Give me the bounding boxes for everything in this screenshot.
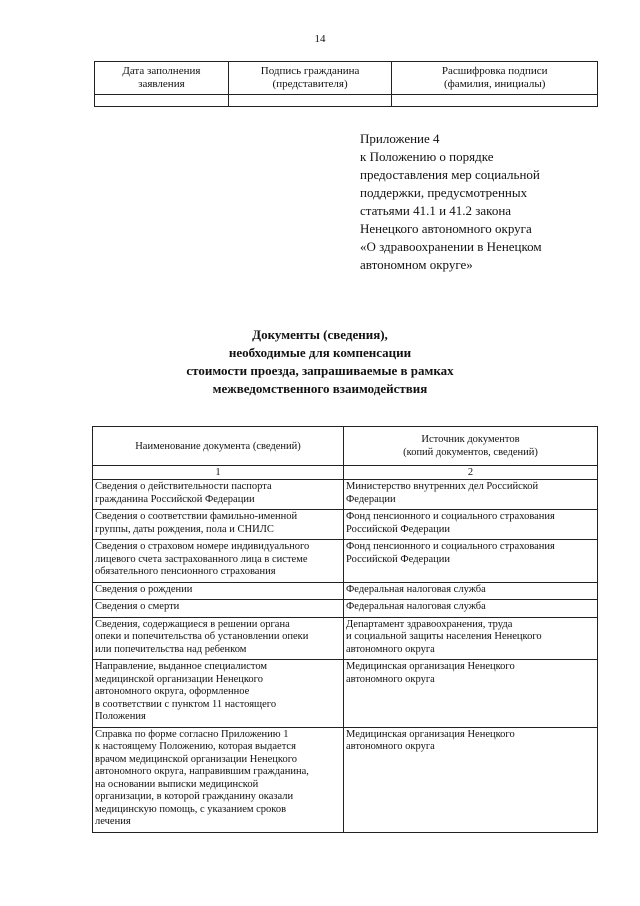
document-title — [0, 326, 640, 398]
signature-sign-cell — [228, 95, 392, 107]
document-name-line: автономного округа, направившим гражданина, — [95, 766, 309, 777]
document-source-line: автономного округа — [346, 741, 435, 752]
appendix-heading — [360, 130, 600, 274]
table-row — [93, 510, 598, 540]
document-name-line: лицевого счета застрахованного лица в системе — [95, 553, 308, 565]
document-source-line: Фонд пенсионного и социального страхования — [346, 541, 555, 552]
document-source-line: Медицинская организация Ненецкого — [346, 661, 515, 672]
document-source-line: Федеральная налоговая служба — [346, 601, 486, 612]
document-source-header-line: Источник документов — [421, 434, 520, 445]
signature-decode-header-line: (фамилия, инициалы) — [444, 78, 546, 90]
document-name-cell — [93, 540, 344, 583]
document-name-line: Сведения о соответствии фамильно-именной — [95, 511, 298, 522]
signature-decode-header-line: Расшифровка подписи — [441, 65, 548, 77]
appendix-line: к Положению о порядке — [360, 149, 494, 164]
document-name-line: Направление, выданное специалистом — [95, 661, 268, 672]
document-source-cell — [344, 660, 598, 728]
table-row — [93, 617, 598, 660]
document-name-line: лечения — [95, 816, 131, 827]
document-name-line: обязательного пенсионного страхования — [95, 566, 276, 577]
document-name-line: Положения — [95, 711, 146, 722]
document-name-line: Сведения о действительности паспорта — [95, 481, 272, 492]
document-source-cell — [344, 540, 598, 583]
signature-table — [94, 61, 598, 107]
appendix-line: Приложение 4 — [360, 131, 440, 146]
document-title-line: Документы (сведения), — [252, 327, 388, 342]
table-row — [93, 660, 598, 728]
signature-table-empty-row — [95, 95, 598, 107]
document-name-line: Сведения о рождении — [95, 583, 193, 595]
document-name-line: или попечительства над ребенком — [95, 643, 247, 655]
document-name-cell — [93, 510, 344, 540]
signature-sign-header — [228, 62, 392, 95]
appendix-line: «О здравоохранении в Ненецком — [360, 239, 542, 254]
document-source-line: автономного округа — [346, 643, 435, 655]
signature-date-header — [95, 62, 229, 95]
document-source-line: автономного округа — [346, 673, 435, 685]
appendix-line: предоставления мер социальной — [360, 167, 540, 182]
document-source-line: Департамент здравоохранения, труда — [346, 618, 513, 630]
document-name-line: на основании выписки медицинской — [95, 778, 259, 790]
documents-table-header-row — [93, 427, 598, 466]
table-row — [93, 480, 598, 510]
appendix-line: статьями 41.1 и 41.2 закона — [360, 203, 512, 218]
document-source-cell — [344, 600, 598, 618]
documents-table-number-row — [93, 466, 598, 480]
document-name-header: Наименование документа (сведений) — [93, 427, 344, 466]
document-name-line: Сведения, содержащиеся в решении органа — [95, 618, 290, 630]
column-number: 1 — [93, 466, 344, 480]
appendix-line: поддержки, предусмотренных — [360, 185, 528, 200]
document-name-line: опеки и попечительства об установлении опеки — [95, 631, 309, 642]
document-name-line: к настоящему Положению, которая выдается — [95, 741, 296, 752]
document-name-line: медицинскую помощь, с указанием сроков — [95, 803, 287, 815]
document-name-line: гражданина Российской Федерации — [95, 493, 255, 505]
signature-date-header-line: Дата заполнения — [122, 65, 201, 77]
document-source-cell — [344, 480, 598, 510]
signature-decode-cell — [392, 95, 598, 107]
document-name-line: группы, даты рождения, пола и СНИЛС — [95, 523, 274, 535]
column-number: 2 — [344, 466, 598, 480]
document-name-line: организации, в которой гражданину оказали — [95, 791, 294, 802]
document-name-line: в соответствии с пунктом 11 настоящего — [95, 698, 277, 710]
appendix-line: Ненецкого автономного округа — [360, 221, 532, 236]
document-source-line: Федеральная налоговая служба — [346, 583, 486, 595]
document-source-line: Министерство внутренних дел Российской — [346, 481, 539, 492]
document-name-cell — [93, 617, 344, 660]
document-source-cell — [344, 510, 598, 540]
document-name-line: Сведения о смерти — [95, 601, 180, 612]
document-source-header-line: (копий документов, сведений) — [403, 447, 538, 458]
table-row — [93, 540, 598, 583]
document-name-cell — [93, 660, 344, 728]
signature-sign-header-line: Подпись гражданина — [260, 65, 360, 77]
signature-date-header-line: заявления — [138, 78, 185, 90]
document-name-cell — [93, 480, 344, 510]
document-source-cell — [344, 727, 598, 832]
document-title-line: межведомственного взаимодействия — [212, 381, 428, 396]
document-title-line: стоимости проезда, запрашиваемые в рамках — [186, 363, 454, 378]
document-name-line: медицинской организации Ненецкого — [95, 673, 263, 685]
document-name-line: Справка по форме согласно Приложению 1 — [95, 728, 289, 740]
document-source-cell — [344, 617, 598, 660]
document-name-cell — [93, 727, 344, 832]
document-name-cell — [93, 600, 344, 618]
document-source-line: Российской Федерации — [346, 553, 450, 565]
document-title-line: необходимые для компенсации — [228, 345, 412, 360]
document-name-cell — [93, 582, 344, 600]
document-name-line: автономного округа, оформленное — [95, 686, 250, 697]
document-source-header — [344, 427, 598, 466]
signature-table-header-row — [95, 62, 598, 95]
document-source-line: Российской Федерации — [346, 523, 450, 535]
table-row — [93, 600, 598, 618]
document-source-line: Фонд пенсионного и социального страхования — [346, 511, 555, 522]
page-number: 14 — [314, 33, 326, 45]
document-name-line: врачом медицинской организации Ненецкого — [95, 753, 298, 765]
document-source-line: Федерации — [346, 493, 396, 505]
document-name-line: Сведения о страховом номере индивидуального — [95, 541, 310, 552]
signature-decode-header — [392, 62, 598, 95]
table-row — [93, 582, 598, 600]
table-row — [93, 727, 598, 832]
document-source-line: Медицинская организация Ненецкого — [346, 728, 515, 740]
signature-date-cell — [95, 95, 229, 107]
signature-sign-header-line: (представителя) — [272, 78, 348, 90]
document-source-cell — [344, 582, 598, 600]
document-source-line: и социальной защиты населения Ненецкого — [346, 631, 542, 642]
appendix-line: автономном округе» — [360, 257, 473, 272]
documents-table — [92, 426, 598, 833]
